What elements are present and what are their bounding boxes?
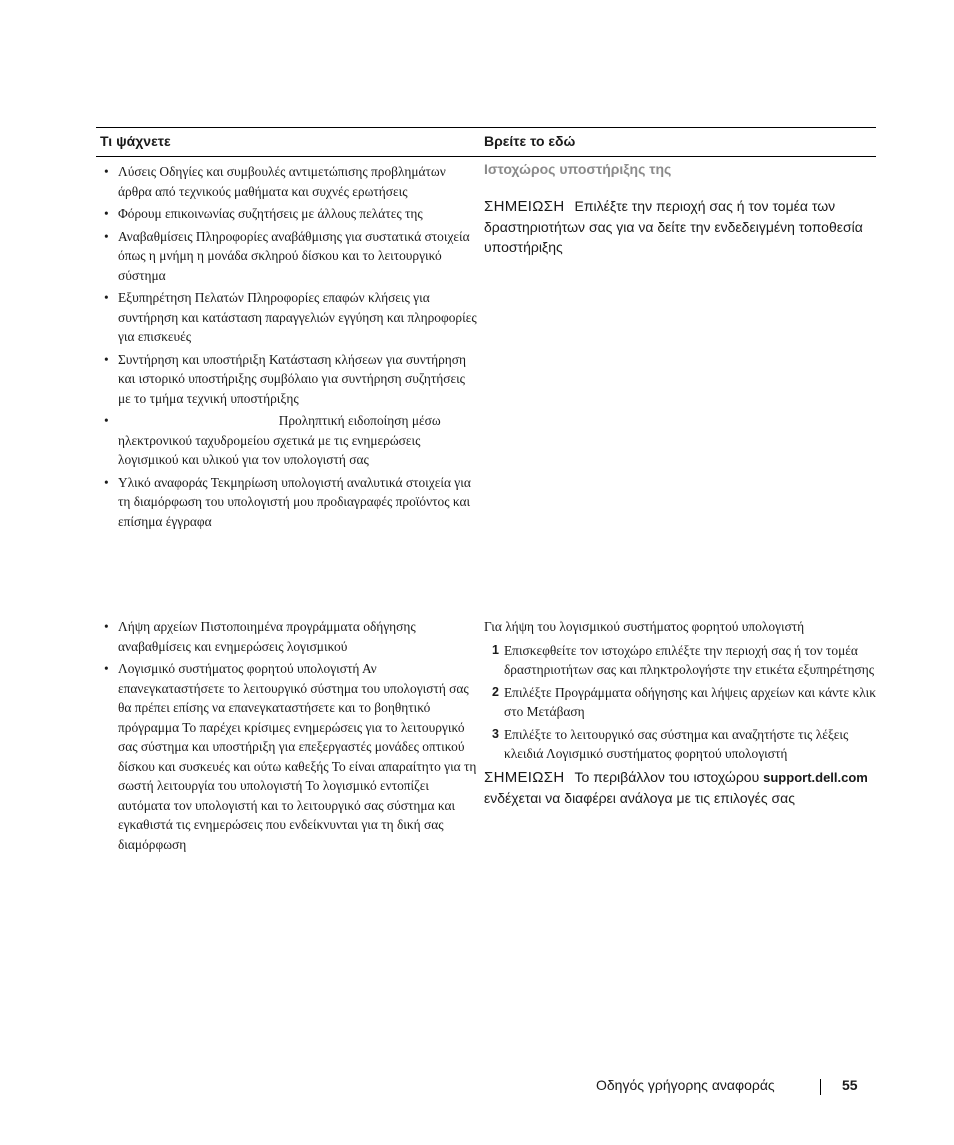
page-number: 55 <box>842 1077 858 1093</box>
note-block <box>484 767 876 808</box>
download-intro: Για λήψη του λογισμικού συστήματος φορητού υπολογιστή <box>484 619 805 634</box>
bullet-list <box>96 162 478 531</box>
list-item: • Λύσεις Οδηγίες και συμβουλές αντιμετώπισης προβλημάτων άρθρα από τεχνικούς μαθήματα και συχνές ερωτήσεις <box>104 164 446 199</box>
note-text: ενδέχεται να διαφέρει ανάλογα με τις επιλογές σας <box>484 789 795 806</box>
bullet-icon: • <box>104 351 109 367</box>
footer-divider <box>820 1079 821 1095</box>
steps-list <box>484 641 876 764</box>
support-link[interactable]: support.dell.com <box>763 769 868 785</box>
reference-table <box>96 127 876 877</box>
bullet-icon: • <box>104 290 109 305</box>
list-item: • Συντήρηση και υποστήριξη Κατάσταση κλήσεων για συντήρηση και ιστορικό υποστήριξης συμβόλαιο για συντήρηση συζητήσεις με το τμήμα τεχνική υποστήριξης <box>104 351 467 406</box>
note-text: Επιλέξτε την περιοχή σας ή τον τομέα των δραστηριοτήτων σας για να δείτε την ενδεδειγμένη τοποθεσία υποστήριξης <box>484 198 863 255</box>
header-find-it-here: Βρείτε το εδώ <box>484 133 576 149</box>
bullet-icon: • <box>104 474 109 490</box>
note-text: Το περιβάλλον του ιστοχώρου <box>574 768 760 785</box>
bullet-list <box>96 617 478 854</box>
list-item: • Εξυπηρέτηση Πελατών Πληροφορίες επαφών κλήσεις για συντήρηση και κατάσταση παραγγελιών εγγύηση και πληροφορίες για επισκευές <box>104 290 477 344</box>
bullet-icon: • <box>104 228 109 244</box>
table-row <box>96 617 876 877</box>
step-item: 1 Επισκεφθείτε τον ιστοχώρο επιλέξτε την περιοχή σας ή τον τομέα δραστηριοτήτων σας και πληκτρολογήστε την ετικέτα εξυπηρέτησης <box>492 642 875 677</box>
list-item: • Λήψη αρχείων Πιστοποιημένα προγράμματα οδήγησης αναβαθμίσεις και ενημερώσεις λογισμικού <box>104 619 416 654</box>
list-item: • Λογισμικό συστήματος φορητού υπολογιστή Αν επανεγκαταστήσετε το λειτουργικό σύστημα του υπολογιστή σας θα πρέπει επίσης να επανεγκαταστήσετε και το βοηθητικό πρόγραμμα Το παρέχει κρίσιμες ενημερώσεις για το λειτουργικό σας σύστημα και υποστήριξη για επεξεργαστές μονάδες οπτικού δίσκου και συσκευές και ούτω καθεξής Το είναι απαραίτητο για τη σωστή λειτουργία του υπολογιστή Το λογισμικό εντοπίζει αυτόματα τον υπολογιστή και το λειτουργικό σας σύστημα και εγκαθιστά τις ενημερώσεις που ενδείκνυνται για τη δική σας διαμόρφωση <box>104 661 477 852</box>
note-block <box>484 196 876 257</box>
table-header <box>96 127 876 157</box>
bullet-icon: • <box>104 413 109 428</box>
list-item: • Αναβαθμίσεις Πληροφορίες αναβάθμισης για συστατικά στοιχεία όπως η μνήμη η μονάδα σκληρού δίσκου και το λειτουργικό σύστημα <box>104 228 470 283</box>
header-what-you-need: Τι ψάχνετε <box>100 133 171 149</box>
bullet-icon: • <box>104 206 109 221</box>
list-item: • Υλικό αναφοράς Τεκμηρίωση υπολογιστή αναλυτικά στοιχεία για τη διαμόρφωση του υπολογιστή μου προδιαγραφές προϊόντος και επίσημα έγγραφα <box>104 474 471 529</box>
list-item: • Φόρουμ επικοινωνίας συζητήσεις με άλλους πελάτες της <box>96 204 478 224</box>
bullet-icon: • <box>104 164 109 179</box>
support-site-title: Ιστοχώρος υποστήριξης της <box>484 161 672 177</box>
table-row <box>96 157 876 617</box>
note-label: ΣΗΜΕΙΩΣΗ <box>484 198 565 215</box>
bullet-icon: • <box>104 661 109 676</box>
step-item: 3 Επιλέξτε το λειτουργικό σας σύστημα και αναζητήστε τις λέξεις κλειδιά Λογισμικό συστήματος φορητού υπολογιστή <box>492 726 849 761</box>
footer-title: Οδηγός γρήγορης αναφοράς <box>596 1077 775 1093</box>
step-item: 2 Επιλέξτε Προγράμματα οδήγησης και λήψεις αρχείων και κάντε κλικ στο Μετάβαση <box>492 684 876 719</box>
note-label: ΣΗΜΕΙΩΣΗ <box>484 768 565 786</box>
list-item: • Προληπτική ειδοποίηση μέσω ηλεκτρονικού ταχυδρομείου σχετικά με τις ενημερώσεις λογισμικού και υλικού για τον υπολογιστή σας <box>104 413 445 467</box>
page-footer <box>596 1077 858 1093</box>
bullet-icon: • <box>104 619 109 634</box>
